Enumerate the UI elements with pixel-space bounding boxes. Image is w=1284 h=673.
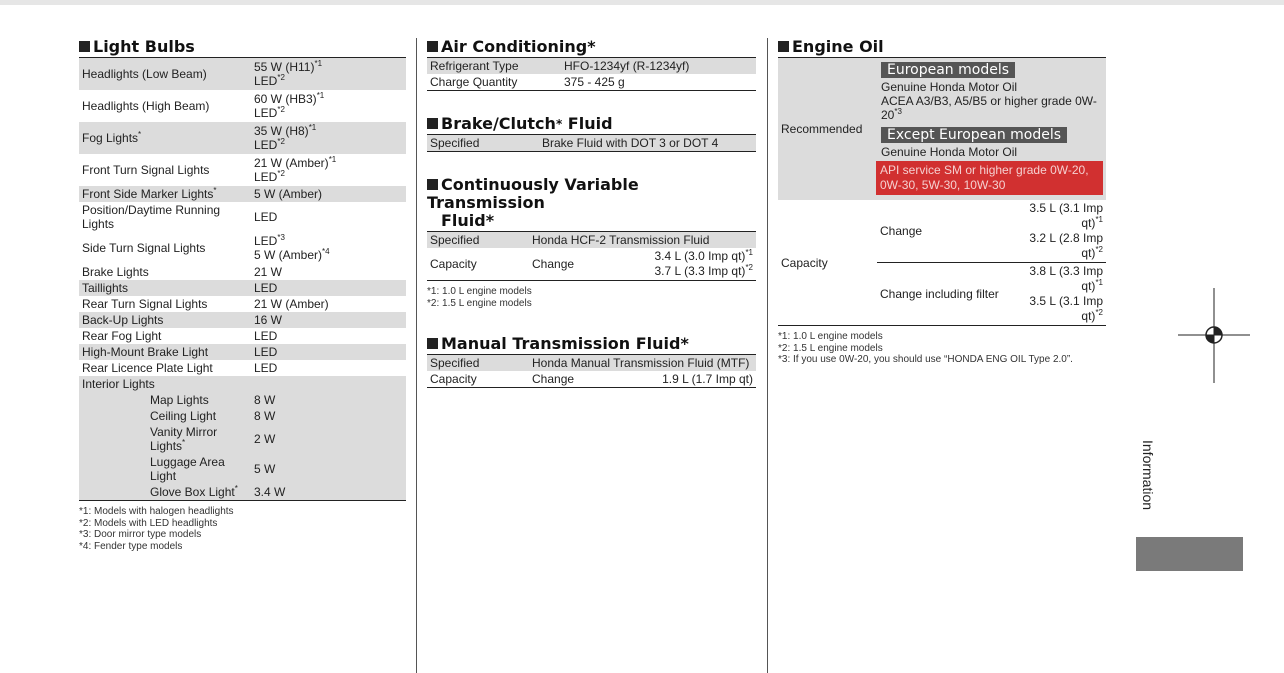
engine-oil-section [778, 38, 1106, 366]
manual-fluid-section [427, 335, 756, 388]
charge-value: 375 - 425 g [561, 74, 756, 91]
table-row [79, 264, 406, 280]
table-row [79, 296, 406, 312]
table-row [79, 360, 406, 376]
square-bullet-icon [778, 41, 789, 52]
change-label: Change [877, 200, 1002, 263]
specified-value: Honda Manual Transmission Fluid (MTF) [532, 356, 750, 370]
european-models-tag: European models [881, 62, 1015, 78]
bulb-value: 21 W (Amber)$^{*1}$ LED$^{*2}$ [254, 155, 337, 184]
bulb-label: Headlights (Low Beam) [82, 67, 207, 81]
table-row [79, 312, 406, 328]
section-title: Brake/Clutch* Fluid [427, 115, 756, 135]
footnote: *4: Fender type models [79, 540, 183, 552]
column-divider [416, 38, 417, 673]
bulb-label: Front Side Marker Lights* [82, 186, 217, 201]
section-title: Manual Transmission Fluid* [427, 335, 756, 355]
capacity-values: 3.4 L (3.0 Imp qt)$^{*1}$ 3.7 L (3.3 Imp qt)$^{*2}$ [640, 248, 756, 281]
capacity-label: Capacity [427, 248, 529, 281]
air-conditioning-section [427, 38, 756, 91]
cvt-fluid-section [427, 176, 756, 309]
bulb-value: 16 W [254, 313, 283, 327]
bulb-value: 55 W $(H11)^{*1}$ LED$^{*2}$ [254, 59, 323, 88]
bulb-label: High-Mount Brake Light [82, 345, 209, 359]
bulb-label: Rear Fog Light [82, 329, 162, 343]
registration-mark-icon [1178, 288, 1250, 383]
bulb-value: 60 W $(HB3)^{*1}$ LED$^{*2}$ [254, 91, 325, 120]
square-bullet-icon [427, 179, 438, 190]
bulb-value: LED$^{*3}$ 5 W (Amber)$^{*4}$ [254, 233, 330, 262]
recommended-label: Recommended [781, 122, 863, 136]
square-bullet-icon [427, 118, 438, 129]
refrigerant-value: HFO-1234yf (R-1234yf) [564, 59, 690, 73]
interior-light-label: Vanity Mirror Lights* [150, 425, 218, 453]
bulb-value: LED [254, 361, 278, 375]
interior-lights-label: Interior Lights [82, 377, 155, 391]
engine-oil-notes: *1: 1.0 L engine models *2: 1.5 L engine models *3: If you use 0W-20, you should use “HONDA ENG OIL Type 2.0”. [778, 331, 1073, 365]
air-conditioning-table [427, 58, 756, 91]
table-row [79, 454, 406, 484]
specified-label: Specified [430, 233, 480, 247]
interior-light-value: 2 W [254, 432, 276, 446]
bulb-label: Headlights (High Beam) [82, 99, 210, 113]
table-row [79, 154, 406, 186]
light-bulbs-section [79, 38, 406, 552]
bulb-value: LED [254, 210, 278, 224]
bulb-label: Position/Daytime Running Lights [82, 203, 221, 231]
bulb-value: LED [254, 329, 278, 343]
top-border [0, 0, 1284, 5]
cvt-notes: *1: 1.0 L engine models *2: 1.5 L engine models [427, 286, 532, 309]
table-row [79, 408, 406, 424]
light-bulbs-table [79, 58, 406, 501]
capacity-label: Capacity [427, 371, 529, 388]
bulb-label: Rear Licence Plate Light [82, 361, 213, 375]
footnote: *2: Models with LED headlights [79, 517, 218, 529]
specified-label: Specified [430, 356, 480, 370]
table-row [79, 58, 406, 90]
cvt-fluid-table [427, 232, 756, 281]
bulb-value: 35 W $(H8)^{*1}$ LED$^{*2}$ [254, 123, 317, 152]
light-bulbs-notes [79, 506, 406, 552]
section-title: Light Bulbs [79, 38, 406, 58]
column-divider [767, 38, 768, 673]
specified-label: Specified [427, 135, 539, 152]
specified-value: Brake Fluid with DOT 3 or DOT 4 [539, 135, 756, 152]
bulb-value: LED [254, 281, 278, 295]
highlighted-oil-grade: API service SM or higher grade 0W-20, 0W-30, 5W-30, 10W-30 [876, 161, 1103, 195]
footnote: *1: Models with halogen headlights [79, 506, 234, 517]
eu-oil-line2: ACEA A3/B3, A5/B5 or higher grade 0W-20$^{*3}$ [881, 94, 1097, 122]
table-row [79, 202, 406, 232]
brake-fluid-table [427, 135, 756, 152]
table-row [79, 344, 406, 360]
footnote: *3: Door mirror type models [79, 529, 202, 540]
interior-light-value: 8 W [254, 409, 276, 423]
capacity-label: Capacity [778, 200, 877, 326]
change-label: Change [529, 371, 640, 388]
recommended-value [877, 58, 1106, 200]
bulb-label: Side Turn Signal Lights [82, 241, 206, 255]
interior-light-label: Ceiling Light [150, 409, 217, 423]
table-row [79, 90, 406, 122]
change-values: 3.5 L (3.1 Imp qt)$^{*1}$ 3.2 L (2.8 Imp qt)$^{*2}$ [1002, 200, 1106, 263]
table-row [79, 186, 406, 202]
filter-values: 3.8 L (3.3 Imp qt)$^{*1}$ 3.5 L (3.1 Imp qt)$^{*2}$ [1002, 263, 1106, 326]
side-tab-block [1136, 537, 1243, 571]
bulb-value: LED [254, 345, 278, 359]
refrigerant-label: Refrigerant Type [430, 59, 519, 73]
manual-fluid-table [427, 355, 756, 388]
specified-value: Honda HCF-2 Transmission Fluid [532, 233, 710, 247]
change-label: Change [529, 248, 640, 281]
table-row [79, 424, 406, 454]
side-tab [1136, 440, 1243, 571]
non-eu-oil-line1: Genuine Honda Motor Oil [881, 145, 1018, 159]
charge-label: Charge Quantity [427, 74, 561, 91]
section-title: Continuously Variable Transmission Fluid* [427, 176, 756, 232]
fluids-column [427, 38, 756, 388]
bulb-label: Taillights [82, 281, 129, 295]
table-row [79, 280, 406, 296]
bulb-label: Brake Lights [82, 265, 149, 279]
table-row [79, 376, 406, 392]
bulb-label: Rear Turn Signal Lights [82, 297, 208, 311]
interior-light-label: Glove Box Light* [79, 484, 251, 501]
square-bullet-icon [79, 41, 90, 52]
square-bullet-icon [427, 41, 438, 52]
table-row [79, 392, 406, 408]
square-bullet-icon [427, 338, 438, 349]
interior-light-value: 8 W [254, 393, 276, 407]
interior-light-value: 3.4 W [251, 484, 406, 501]
except-european-models-tag: Except European models [881, 127, 1067, 143]
bulb-label: Back-Up Lights [82, 313, 164, 327]
interior-light-label: Map Lights [150, 393, 209, 407]
bulb-label: Front Turn Signal Lights [82, 163, 210, 177]
interior-light-label: Luggage Area Light [150, 455, 225, 483]
bulb-value: 21 W [254, 265, 283, 279]
capacity-value: 1.9 L (1.7 Imp qt) [640, 371, 756, 388]
bulb-label: Fog Lights* [82, 130, 142, 145]
table-row [79, 232, 406, 264]
brake-fluid-section [427, 115, 756, 152]
section-title: Air Conditioning* [427, 38, 756, 58]
filter-label: Change including filter [877, 263, 1002, 326]
eu-oil-line1: Genuine Honda Motor Oil [881, 80, 1018, 94]
side-tab-label: Information [1140, 440, 1156, 511]
bulb-value: 21 W (Amber) [254, 297, 329, 311]
table-row [79, 122, 406, 154]
section-title: Engine Oil [778, 38, 1106, 58]
table-row [79, 484, 406, 501]
table-row [79, 328, 406, 344]
bulb-value: 5 W (Amber) [254, 187, 323, 201]
engine-oil-table [778, 58, 1106, 326]
interior-light-value: 5 W [254, 462, 276, 476]
